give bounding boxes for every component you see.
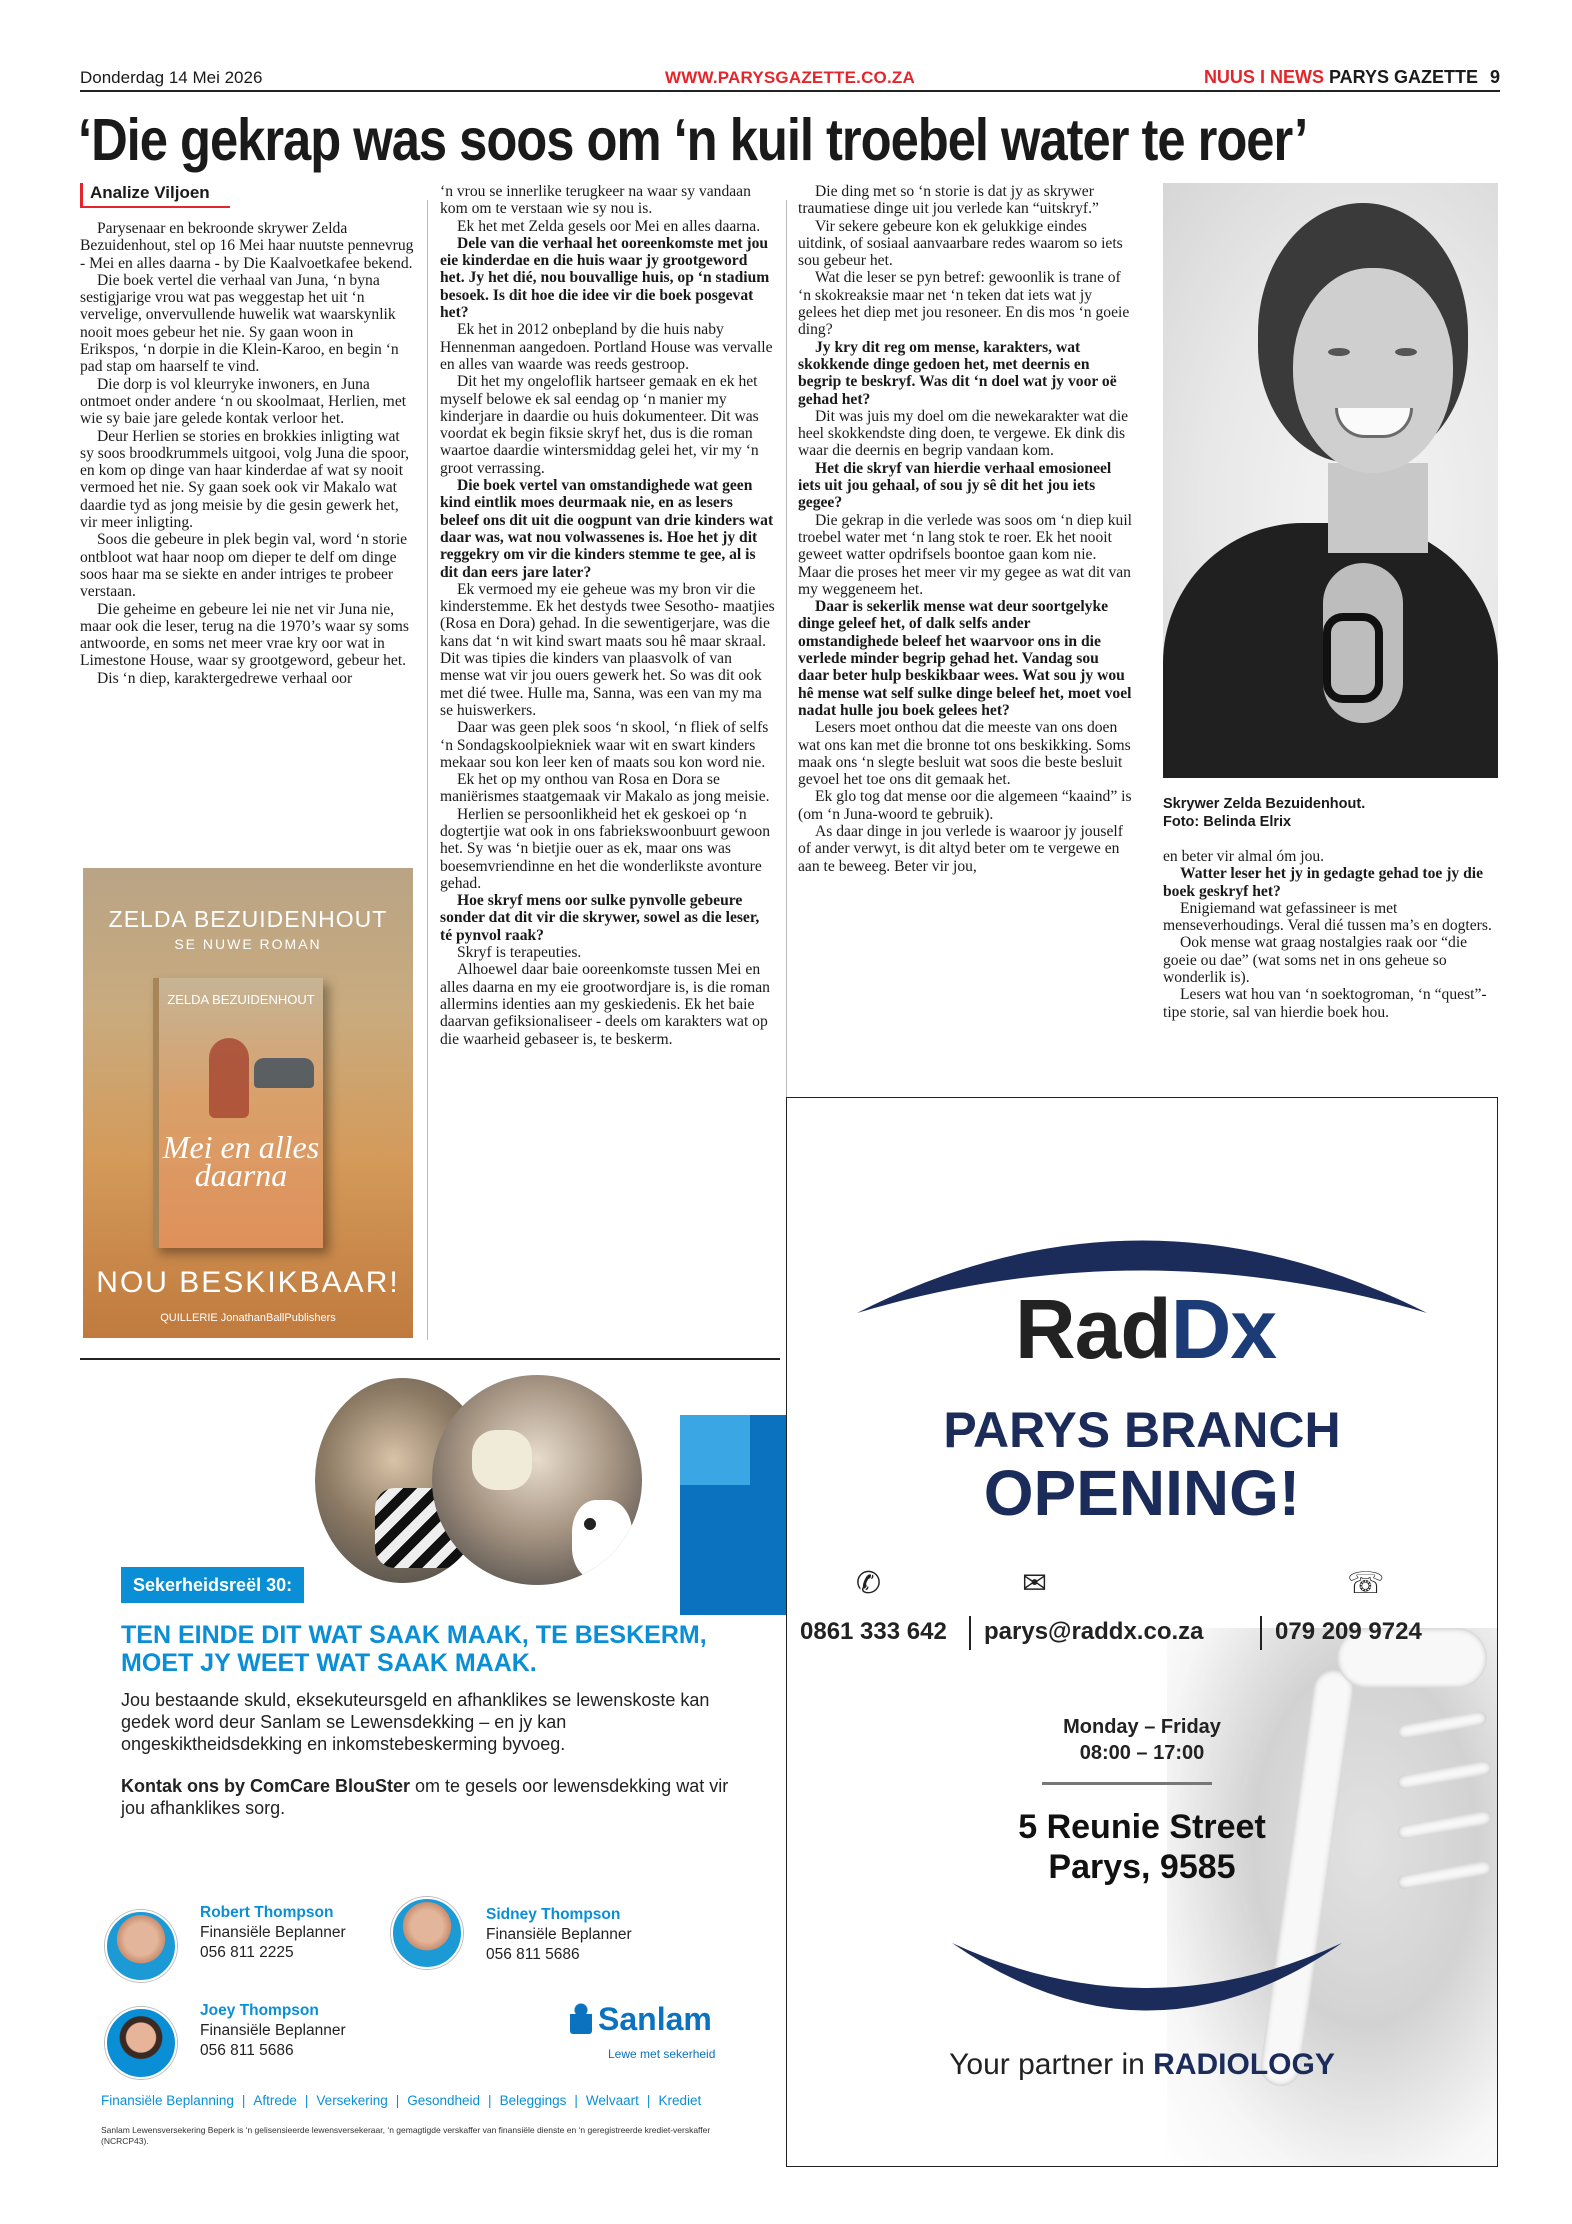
avatar — [105, 2007, 177, 2079]
planner-card — [200, 2001, 346, 2061]
article-column-1 — [80, 220, 415, 687]
raddx-logo — [1015, 1281, 1276, 1378]
family-photo-2 — [432, 1375, 642, 1585]
book-banner: NOU BESKIKBAAR! — [96, 1266, 400, 1299]
phone-icon: ✆ — [856, 1566, 882, 1601]
article-paragraph: Alhoewel daar baie ooreenkomste tussen Mei en alles daarna en my eie grootwordjare is, is die roman allermins identies aan my geskiedenis. Ek het baie daarvan gefiksionaliseer - deels om karakters wat op die waarheid gebaseer is, te beskerm. — [440, 961, 770, 1048]
article-paragraph: Vir sekere gebeure kon ek gelukkige eindes uitdink, of sosiaal aanvaarbare redes waarom so iets sou gebeur het. — [798, 217, 1123, 270]
article-paragraph: Deur Herlien se stories en brokkies inligting wat sy soos broodkrummels uitgooi, volg Juna die spoor, en kom op dinge van haar kinderdae af wat sy nooit vermoed het nie. Sy gaan soek ook vir Makalo wat daardie tyd as jong meisie by die gesin gewerk het, vir meer inligting. — [80, 427, 409, 532]
sanlam-logo-text: Sanlam — [598, 2001, 712, 2037]
article-paragraph: Daar was geen plek soos ‘n skool, ‘n fliek of selfs ‘n Sondagskoolpiekniek waar wit en swart kinders mekaar sou kon leer ken of maats sou kon word nie. — [440, 719, 769, 771]
ad-headline: TEN EINDE DIT WAT SAAK MAAK, TE BESKERM, MOET JY WEET WAT SAAK MAAK. — [121, 1621, 707, 1677]
phone-number[interactable]: 0861 333 642 — [800, 1618, 947, 1645]
article-paragraph: Dit het my ongeloflik hartseer gemaak en ek het myself belowe ek sal eendag op ‘n manier my kinderjare in daardie ou huis dokumenteer. Dit was voordat ek begin fiksie skryf het, dus is die roman waartoe daardie wintersmiddag gelei het, vir my ‘n groot verrassing. — [440, 373, 759, 477]
ad-contact-bold: Kontak ons by ComCare BlouSter — [121, 1776, 411, 1796]
contact-divider — [1260, 1616, 1262, 1650]
portrait-eye — [1395, 348, 1417, 356]
dalmatian-figure — [572, 1500, 632, 1580]
planner-name: Joey Thompson — [200, 2002, 319, 2019]
page-header — [80, 66, 1500, 92]
article-paragraph: Lesers moet onthou dat die meeste van ons doen wat ons kan met die bronne tot ons beskikking. Soms maak ons ‘n slegte besluit wat soos die beste besluit gevoel het toe ons dit gemaak het. — [798, 719, 1131, 789]
section-name: NUUS I NEWS — [1203, 67, 1324, 87]
girl-figure — [209, 1038, 249, 1118]
planner-role: Finansiële Beplanner — [486, 1926, 632, 1943]
ad-tag: Sekerheidsreël 30: — [121, 1567, 304, 1603]
article-column-3 — [798, 183, 1133, 875]
interview-question: Die boek vertel van omstandighede wat geen kind eintlik moes deurmaak nie, en as lesers beleef ons dit uit die oogpunt van drie kinders wat daar was, wat nou volwassenes is. Hoe het jy dit reggekry om vir die kinders stemme te gee, al is dit dan eers jare later? — [440, 477, 774, 581]
article-paragraph: Ek het in 2012 onbepland by die huis naby Hennenman aangedoen. Portland House was vervalle en alles van waarde was reeds gestroop. — [440, 321, 773, 373]
ad-opening-title: OPENING! — [983, 1457, 1301, 1529]
service-link[interactable]: Aftrede — [253, 2093, 297, 2108]
book-cover-image — [83, 868, 413, 1338]
ad-contact-rest: om te gesels oor lewensdekking wat vir jou afhanklikes sorg. — [121, 1776, 729, 1818]
hours-days: Monday – Friday — [1063, 1716, 1221, 1738]
article-paragraph: Dis ‘n diep, karaktergedrewe verhaal oor — [97, 669, 353, 687]
ad-contact-text — [121, 1775, 751, 1819]
hours-rule — [1042, 1782, 1212, 1785]
interview-question: Dele van die verhaal het ooreenkomste met jou eie kinderdae en die huis waar jy grootgeword het. Jy het dié, nou bouvallige huis, op ‘n stadium besoek. Is dit hoe die idee vir die boek posgevat het? — [440, 234, 770, 322]
address-line-1: 5 Reunie Street — [1018, 1808, 1266, 1846]
article-paragraph: Die dorp is vol kleurryke inwoners, en Juna ontmoet onder andere ‘n ou skoolmaat, Herlien, met wie sy baie jare gelede kontak verloor het. — [80, 375, 407, 428]
glasses-icon — [1323, 613, 1383, 703]
service-link[interactable]: Beleggings — [499, 2093, 567, 2108]
raddx-logo-dx: Dx — [1170, 1282, 1277, 1376]
book-front — [153, 978, 323, 1248]
email-address[interactable]: parys@raddx.co.za — [984, 1618, 1204, 1645]
article-paragraph: Soos die gebeure in plek begin val, word ‘n storie ontbloot wat haar noop om dieper te delf om dinge soos haar ma se siekte en ander intriges te probeer verstaan. — [80, 531, 408, 601]
interview-question: Watter leser het jy in gedagte gehad toe jy die boek geskryf het? — [1163, 865, 1484, 900]
issue-date: Donderdag 14 Mei 2026 — [80, 68, 263, 87]
portrait-neck — [1328, 463, 1428, 553]
article-paragraph: Parysenaar en bekroonde skrywer Zelda Bezuidenhout, stel op 16 Mei haar nuutste pennevrug - Mei en alles daarna - by Die Kaalvoetkafee bekend. — [80, 220, 414, 272]
page-number: 9 — [1489, 67, 1500, 87]
article-paragraph: ‘n vrou se innerlike terugkeer na waar sy vandaan kom om te verstaan wie sy nou is. — [440, 183, 751, 218]
book-publishers: QUILLERIE JonathanBallPublishers — [160, 1312, 336, 1324]
article-paragraph: Die gekrap in die verlede was soos om ‘n diep kuil troebel water met ‘n lang stok te roer. Ek het nooit geweet watter opdrifsels boontoe gaan kom nie. Maar die proses het meer vir my gegee as wat dit van my weggeneem het. — [798, 511, 1132, 598]
article-paragraph: Die ding met so ‘n storie is dat jy as skrywer traumatiese dinge uit jou verlede kan “uitskryf.” — [798, 183, 1099, 218]
hours-time: 08:00 – 17:00 — [1079, 1742, 1205, 1764]
article-paragraph: Ek glo tog dat mense oor die algemeen “kaaind” is (om ‘n Juna-woord te gebruik). — [798, 788, 1132, 823]
link-separator: | — [241, 2093, 246, 2108]
column-divider — [427, 200, 428, 1340]
planner-phone[interactable]: 056 811 5686 — [200, 2042, 294, 2059]
service-link[interactable]: Gesondheid — [407, 2093, 481, 2108]
article-paragraph: Die geheime en gebeure lei nie net vir Juna nie, maar ook die leser, terug na die 1970’s waar sy soms antwoorde, en soms net meer vrae kry oor wat in Limestone House, waar sy grootgeword, gebeur het. — [80, 600, 409, 670]
link-separator: | — [488, 2093, 492, 2108]
caption-line-1: Skrywer Zelda Bezuidenhout. — [1163, 796, 1366, 812]
book-inner-author: ZELDA BEZUIDENHOUT — [167, 992, 315, 1007]
link-separator: | — [304, 2093, 309, 2108]
planner-phone[interactable]: 056 811 5686 — [486, 1946, 580, 1963]
article-paragraph: en beter vir almal óm jou. — [1163, 848, 1325, 865]
article-paragraph: Ook mense wat graag nostalgies raak oor “die goeie ou dae” (wat soms net in ons geheue so wonderlik is). — [1163, 934, 1468, 987]
raddx-advertisement[interactable] — [786, 1097, 1498, 2167]
section-label — [1204, 67, 1500, 88]
byline: Analize Viljoen — [80, 183, 230, 208]
link-separator: | — [395, 2093, 400, 2108]
section-divider — [80, 1358, 780, 1360]
author-portrait-photo — [1163, 183, 1498, 778]
article-paragraph: Dit was juis my doel om die newekarakter wat die heel skokkendste ding doen, te vergewe. Ek dink dis waar die deernis en begrip vandaan kom. — [798, 407, 1129, 460]
service-link[interactable]: Versekering — [316, 2093, 388, 2108]
interview-question: Jy kry dit reg om mense, karakters, wat skokkende dinge gedoen het, met deernis en begrip te beskryf. Was dit ‘n doel wat jy voor oë gehad het? — [798, 338, 1117, 408]
service-links — [101, 2093, 701, 2108]
caption-line-2: Foto: Belinda Elrix — [1163, 814, 1292, 830]
avatar — [391, 1897, 463, 1969]
interview-question: Hoe skryf mens oor sulke pynvolle gebeure sonder dat dit vir die skrywer, sowel as die leser, té pynvol raak? — [440, 892, 760, 944]
sanlam-advertisement[interactable] — [80, 1375, 780, 2165]
planner-card — [486, 1905, 632, 1965]
dog-figure — [472, 1430, 532, 1490]
xray-image — [1167, 1628, 1497, 2167]
book-author: ZELDA BEZUIDENHOUT — [108, 906, 388, 932]
article-paragraph: Ek vermoed my eie geheue was my bron vir die kinderstemme. Ek het destyds twee Sesotho- maatjies (Rosa en Dora) gehad. In die sewentigerjare, was die kans dat ‘n wit kind swart maats sou hê maar skraal. Dit was tipies die kinders van plaasvolk of van mense wat vir jou ouers gewerk het. So was dit ook met dié twee. Hulle ma, Sanna, was een van my ma se huiswerkers. — [440, 580, 775, 719]
car-figure — [254, 1058, 314, 1088]
book-title: Mei en alles daarna — [162, 1129, 320, 1193]
article-column-2 — [440, 183, 775, 1048]
contact-divider — [969, 1616, 971, 1650]
link-separator: | — [574, 2093, 578, 2108]
ad-slogan — [787, 2048, 1497, 2082]
service-link[interactable]: Krediet — [658, 2093, 702, 2108]
portrait-eye — [1328, 348, 1350, 356]
legal-notice: Sanlam Lewensversekering Beperk is ‘n gelisensieerde lewensversekeraar, ‘n gemagtigde verskaffer van finansiële dienste en ‘n geregistreerde krediet-verskaffer (NCRCP43). — [101, 2125, 711, 2146]
article-paragraph: Herlien se persoonlikheid het ek geskoei op ‘n dogtertjie wat ook in ons fabriekswoonbuurt gewoon het. Sy was ‘n bietjie ouer as ek, maar ons was boesemvriendinne en het die wonderlikste avonture gehad. — [440, 805, 771, 892]
planner-phone[interactable]: 056 811 2225 — [200, 1944, 294, 1961]
avatar — [105, 1910, 177, 1982]
whatsapp-number[interactable]: 079 209 9724 — [1275, 1618, 1422, 1645]
article-paragraph: Die boek vertel die verhaal van Juna, ‘n byna sestigjarige vrou wat pas weggestap het uit ‘n vervelige, onvervullende huwelik wat waarskynlik nooit moes gebeur het nie. Sy gaan woon in Erikspos, ‘n dorpie in die Klein-Karoo, en begin ‘n pad stap om haarself te vind. — [80, 271, 399, 376]
article-headline: ‘Die gekrap was soos om ‘n kuil troebel water te roer’ — [78, 107, 1308, 173]
sanlam-logo — [570, 2001, 712, 2038]
article-paragraph: Wat die leser se pyn betref: gewoonlik is trane of ‘n skokreaksie maar net ‘n teken dat iets wat jy gelees het diep met jou resoneer. En dis mos ‘n goeie ding? — [798, 269, 1130, 339]
planner-name: Robert Thompson — [200, 1904, 334, 1921]
sanlam-slogan: Lewe met sekerheid — [608, 2047, 716, 2061]
portrait-face — [1293, 268, 1453, 473]
paper-name: PARYS GAZETTE — [1328, 67, 1478, 87]
raddx-logo-rad: Rad — [1015, 1282, 1171, 1376]
ad-body: Jou bestaande skuld, eksekuteursgeld en afhanklikes se lewenskoste kan gedek word deur Sanlam se Lewensdekking – en jy kan ongeskiktheidsdekking en inkomstebeskerming byvoeg. — [121, 1690, 710, 1754]
service-link[interactable]: Welvaart — [585, 2093, 639, 2108]
mail-icon: ✉ — [1022, 1566, 1048, 1601]
address-line-2: Parys, 9585 — [1048, 1848, 1236, 1886]
photo-caption — [1163, 795, 1498, 831]
whatsapp-icon: ☏ — [1347, 1566, 1385, 1601]
slogan-text: Your partner in — [949, 2048, 1154, 2081]
interview-question: Het die skryf van hierdie verhaal emosioneel iets uit jou gehaal, of sou jy sê dit het jou iets gegee? — [798, 459, 1112, 512]
article-column-4 — [1163, 848, 1498, 1021]
slogan-bold: RADIOLOGY — [1153, 2048, 1335, 2081]
planner-role: Finansiële Beplanner — [200, 1924, 346, 1941]
ad-branch-title: PARYS BRANCH — [943, 1402, 1341, 1458]
bottom-arc-graphic — [947, 1938, 1347, 2028]
planner-role: Finansiële Beplanner — [200, 2022, 346, 2039]
book-series: SE NUWE ROMAN — [174, 936, 322, 952]
service-link[interactable]: Finansiële Beplanning — [101, 2093, 234, 2108]
article-paragraph: As daar dinge in jou verlede is waaroor jy jouself of ander verwyt, is dit altyd beter om te vergewe en aan te beweeg. Beter vir jou, — [798, 822, 1123, 875]
website-link[interactable]: WWW.PARYSGAZETTE.CO.ZA — [665, 68, 915, 87]
link-separator: | — [646, 2093, 651, 2108]
planner-name: Sidney Thompson — [486, 1906, 621, 1923]
article-paragraph: Skryf is terapeuties. — [457, 944, 582, 962]
interview-question: Daar is sekerlik mense wat deur soortgelyke dinge geleef het, of dalk selfs ander omstandighede beleef het waarvoor ons in die verlede minder begrip gehad het. Vandag sou daar beter hulp beskikbaar wees. Wat sou jy wou hê mense wat self sulke dinge beleef het, moet voel nadat hulle jou boek gelees het? — [798, 598, 1132, 719]
article-paragraph: Enigiemand wat gefassineer is met menseverhoudings. Veral dié tussen ma’s en dogters. — [1163, 899, 1492, 935]
sanlam-mark-icon — [570, 2002, 592, 2034]
article-paragraph: Lesers wat hou van ‘n soektogroman, ‘n “quest”-tipe storie, sal van hierdie boek hou. — [1163, 986, 1487, 1021]
article-paragraph: Ek het met Zelda gesels oor Mei en alles daarna. — [457, 217, 761, 235]
article-paragraph: Ek het op my onthou van Rosa en Dora se maniërismes staatgemaak vir Makalo as jong meisie. — [440, 771, 770, 806]
planner-card — [200, 1903, 346, 1963]
